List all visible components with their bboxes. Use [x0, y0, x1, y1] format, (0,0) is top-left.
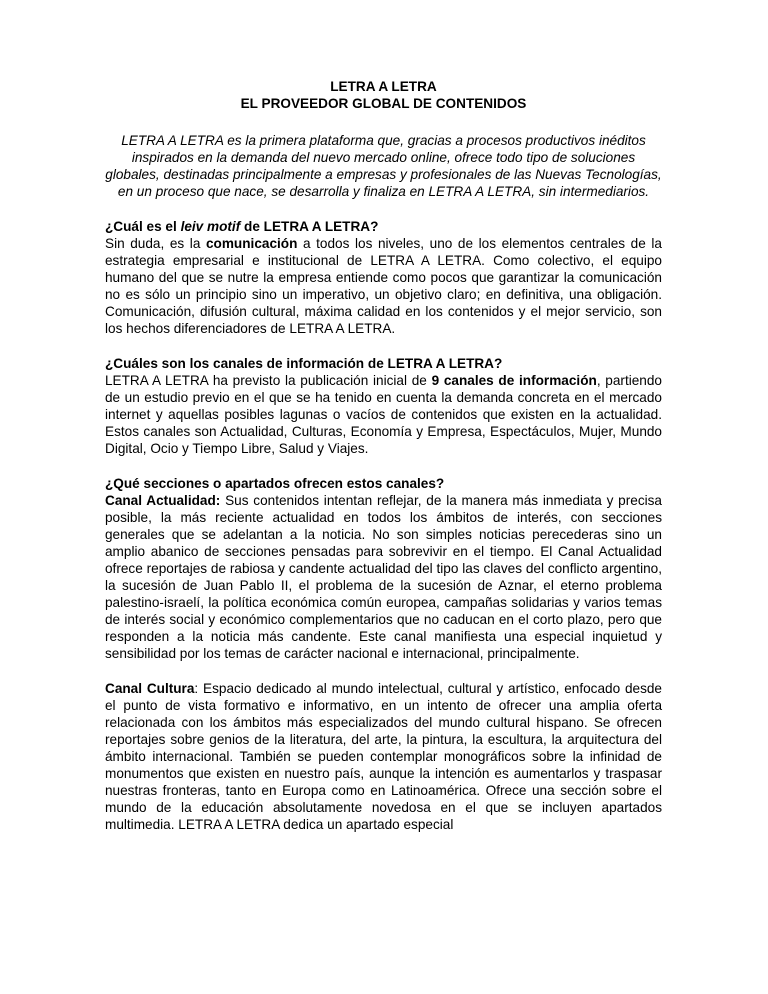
- question-1-heading-pre: ¿Cuál es el: [105, 219, 181, 234]
- question-1-paragraph: [105, 235, 662, 337]
- question-3-heading: ¿Qué secciones o apartados ofrecen estos canales?: [105, 476, 445, 491]
- question-2-text-bold: 9 canales de información: [431, 373, 597, 388]
- question-1-text-post: a todos los niveles, uno de los elementos centrales de la estrategia empresarial e institucional de LETRA A LETRA. Como colectivo, el equipo humano del que se nutre la empresa entiende como pocos que garantizar la comunicación no es sólo un principio sino un imperativo, un objetivo claro; en definitiva, una obligación. Comunicación, difusión cultural, máxima calidad en los contenidos y el mejor servicio, son los hechos diferenciadores de LETRA A LETRA.: [105, 236, 662, 336]
- question-1-heading-emphasis: leiv motif: [180, 219, 241, 234]
- canal-actualidad-paragraph: [105, 492, 662, 662]
- question-1-heading: [105, 218, 662, 235]
- title-line-1: LETRA A LETRA: [330, 79, 437, 94]
- document-title: [105, 78, 662, 112]
- canal-actualidad-text: Sus contenidos intentan reflejar, de la manera más inmediata y precisa posible, la más reciente actualidad en todos los ámbitos de interés, con secciones generales que se adelantan a la noticia. No son simples noticias perecederas sino un amplio abanico de secciones pensadas para sobrevivir en el tiempo. El Canal Actualidad ofrece reportajes de rabiosa y candente actualidad del tipo las claves del conflicto argentino, la sucesión de Juan Pablo II, el problema de la sucesión de Aznar, el eterno problema palestino-israelí, la política económica común europea, campañas solidarias y varios temas de interés social y económico complementarios que no caducan en el corto plazo, pero que responden a la noticia más candente. Este canal manifiesta una especial inquietud y sensibilidad por los temas de carácter nacional e internacional, principalmente.: [105, 493, 662, 661]
- question-1-text-bold: comunicación: [205, 236, 298, 251]
- document-page: [105, 78, 662, 833]
- canal-cultura-label: Canal Cultura: [105, 681, 195, 696]
- question-2-heading: ¿Cuáles son los canales de información de LETRA A LETRA?: [105, 356, 503, 371]
- question-2-paragraph: [105, 372, 662, 457]
- intro-paragraph: LETRA A LETRA es la primera plataforma que, gracias a procesos productivos inéditos inspirados en la demanda del nuevo mercado online, ofrece todo tipo de soluciones globales, destinadas principalmente a empresas y profesionales de las Nuevas Tecnologías, en un proceso que nace, se desarrolla y finaliza en LETRA A LETRA, sin intermediarios.: [105, 133, 662, 199]
- canal-cultura-text: : Espacio dedicado al mundo intelectual, cultural y artístico, enfocado desde el punto de vista formativo e informativo, en un intento de ofrecer una amplia oferta relacionada con los ámbitos más especializados del mundo cultural hispano. Se ofrecen reportajes sobre genios de la literatura, del arte, la pintura, la escultura, la arquitectura del ámbito internacional. También se pueden contemplar monográficos sobre la infinidad de monumentos que existen en nuestro país, aunque la intención es aumentarlos y traspasar nuestras fronteras, tanto en Europa como en Latinoamérica. Ofrece una sección sobre el mundo de la educación absolutamente novedosa en el que se incluyen apartados multimedia. LETRA A LETRA dedica un apartado especial: [105, 681, 662, 832]
- question-1-text-pre: Sin duda, es la: [105, 236, 206, 251]
- question-2-text-post: , partiendo de un estudio previo en el que se ha tenido en cuenta la demanda concreta en el mercado internet y aquellas posibles lagunas o vacíos de contenidos que existen en la actualidad. Estos canales son Actualidad, Culturas, Economía y Empresa, Espectáculos, Mujer, Mundo Digital, Ocio y Tiempo Libre, Salud y Viajes.: [105, 373, 662, 456]
- title-line-2: EL PROVEEDOR GLOBAL DE CONTENIDOS: [240, 96, 527, 111]
- canal-actualidad-label: Canal Actualidad:: [105, 493, 221, 508]
- question-2-text-pre: LETRA A LETRA ha previsto la publicación inicial de: [105, 373, 432, 388]
- question-1-heading-post: de LETRA A LETRA?: [240, 219, 379, 234]
- canal-cultura-paragraph: [105, 680, 662, 833]
